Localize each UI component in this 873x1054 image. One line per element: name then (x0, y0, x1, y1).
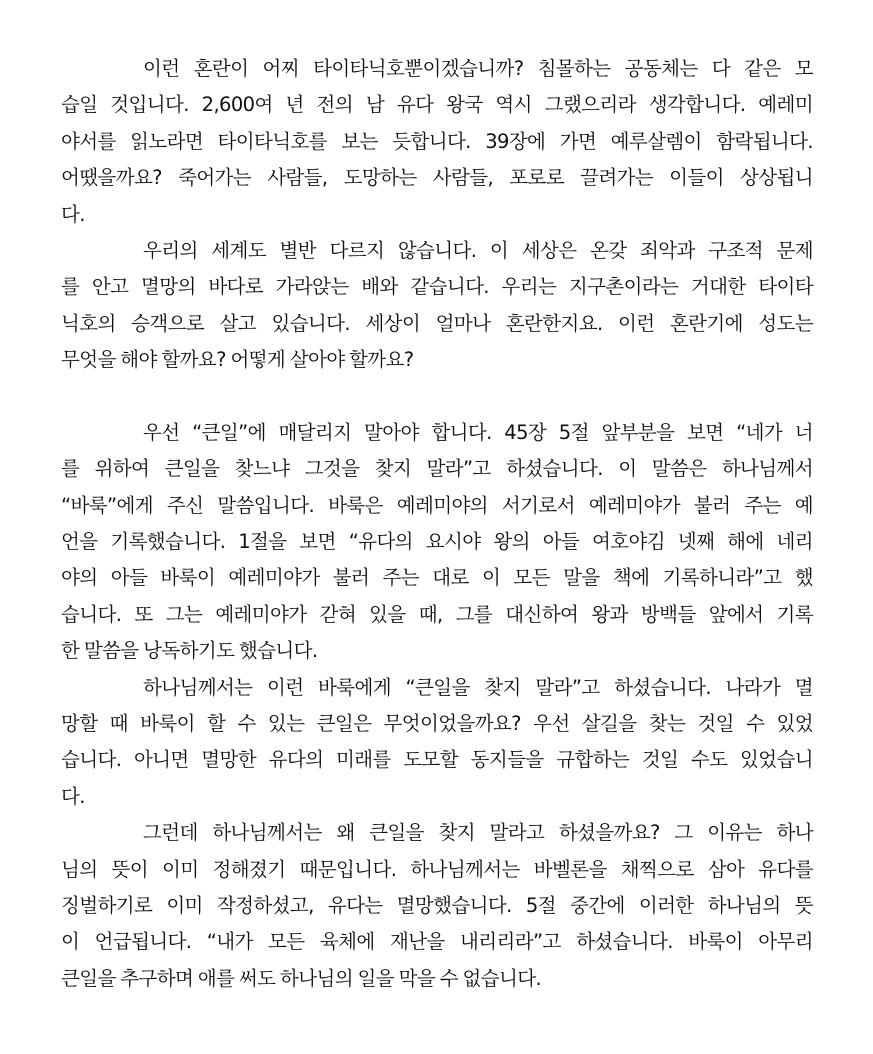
paragraph-line: 징벌하기로 이미 작정하셨고, 유다는 멸망했습니다. 5절 중간에 이러한 하나님의 뜻 (61, 893, 813, 917)
paragraph-spacer (61, 379, 813, 415)
document-body (61, 51, 813, 997)
paragraph-line: 우선 “큰일”에 매달리지 말아야 합니다. 45장 5절 앞부분을 보면 “네가 너 (143, 420, 813, 444)
paragraph-line: 그런데 하나님께서는 왜 큰일을 찾지 말라고 하셨을까요? 그 이유는 하나 (143, 821, 813, 845)
paragraph-line: 님의 뜻이 이미 정해졌기 때문입니다. 하나님께서는 바벨론을 채찍으로 삼아 유다를 (61, 857, 813, 881)
paragraph-line: “바룩”에게 주신 말씀입니다. 바룩은 예레미야의 서기로서 예레미야가 불러 주는 예 (61, 493, 813, 517)
paragraph-line: 야서를 읽노라면 타이타닉호를 보는 듯합니다. 39장에 가면 예루살렘이 함락됩니다. (61, 129, 813, 153)
paragraph-line: 언을 기록했습니다. 1절을 보면 “유다의 요시야 왕의 아들 여호야김 넷째 해에 네리 (61, 530, 813, 554)
paragraph-line: 우리의 세계도 별반 다르지 않습니다. 이 세상은 온갖 죄악과 구조적 문제 (143, 238, 813, 262)
paragraph-line: 습니다. 또 그는 예레미야가 갇혀 있을 때, 그를 대신하여 왕과 방백들 앞에서 기록 (61, 602, 813, 626)
paragraph-line: 습일 것입니다. 2,600여 년 전의 남 유다 왕국 역시 그랬으리라 생각합니다. 예레미 (61, 93, 813, 117)
paragraph-line: 야의 아들 바룩이 예레미야가 불러 주는 대로 이 모든 말을 책에 기록하니라”고 했 (61, 566, 813, 590)
paragraph-line: 를 위하여 큰일을 찾느냐 그것을 찾지 말라”고 하셨습니다. 이 말씀은 하나님께서 (61, 457, 813, 481)
paragraph-line: 닉호의 승객으로 살고 있습니다. 세상이 얼마나 혼란한지요. 이런 혼란기에 성도는 (61, 311, 813, 335)
paragraph-line: 한 말씀을 낭독하기도 했습니다. (61, 639, 318, 663)
paragraph-line: 다. (61, 202, 85, 226)
paragraph-line: 큰일을 추구하며 애를 써도 하나님의 일을 막을 수 없습니다. (61, 966, 542, 990)
paragraph-line: 다. (61, 784, 85, 808)
paragraph-line: 이런 혼란이 어찌 타이타닉호뿐이겠습니까? 침몰하는 공동체는 다 같은 모 (143, 57, 813, 80)
paragraph-line: 이 언급됩니다. “내가 모든 육체에 재난을 내리리라”고 하셨습니다. 바룩이 아무리 (61, 930, 813, 954)
paragraph-line: 망할 때 바룩이 할 수 있는 큰일은 무엇이었을까요? 우선 살길을 찾는 것일 수 있었 (61, 712, 813, 736)
paragraph-line: 를 안고 멸망의 바다로 가라앉는 배와 같습니다. 우리는 지구촌이라는 거대한 타이타 (61, 275, 813, 299)
paragraph-line: 무엇을 해야 할까요? 어떻게 살아야 할까요? (61, 348, 414, 372)
paragraph-line: 하나님께서는 이런 바룩에게 “큰일을 찾지 말라”고 하셨습니다. 나라가 멸 (143, 675, 813, 699)
paragraph-line: 습니다. 아니면 멸망한 유다의 미래를 도모할 동지들을 규합하는 것일 수도 있었습니 (61, 748, 813, 772)
paragraph-line: 어땠을까요? 죽어가는 사람들, 도망하는 사람들, 포로로 끌려가는 이들이 상상됩니 (61, 166, 813, 190)
